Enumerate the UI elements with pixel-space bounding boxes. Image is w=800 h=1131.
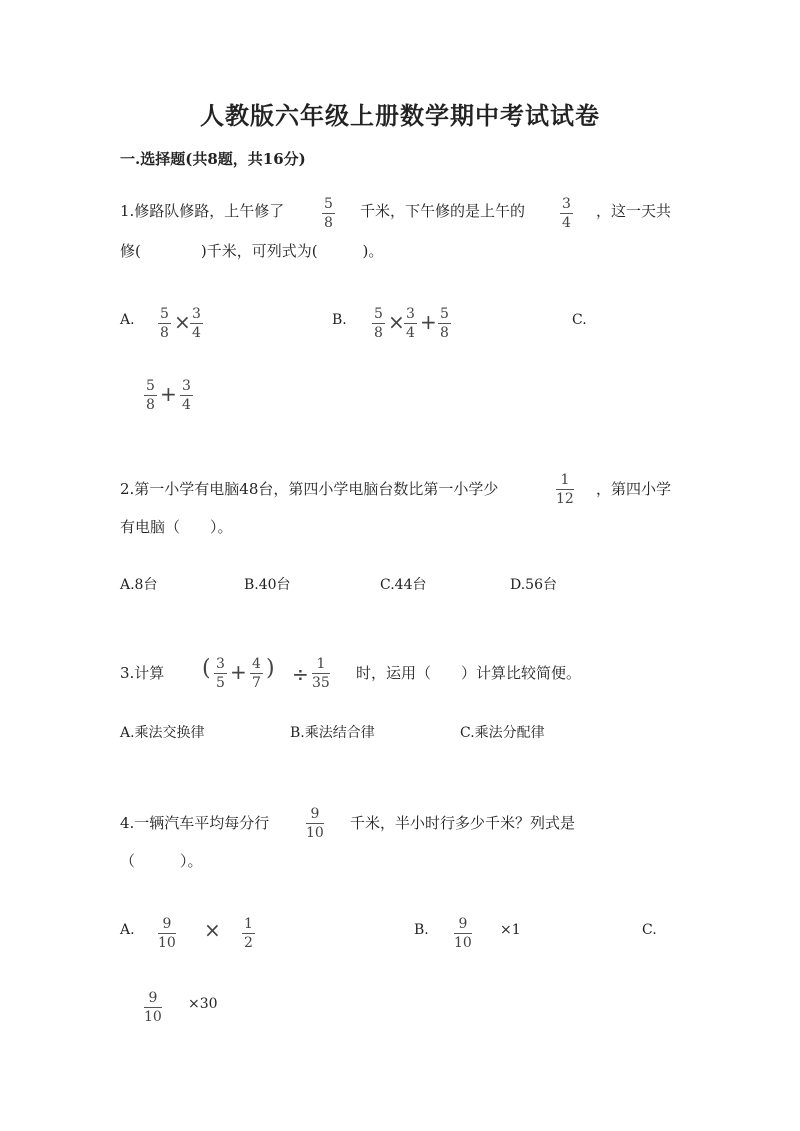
q4-text-line2: （ ）。 xyxy=(120,852,203,870)
q1-optB-frac-3: 5 8 xyxy=(440,306,449,341)
q2-text-b: ，第四小学 xyxy=(596,480,672,498)
q1-fraction-3-4: 3 4 xyxy=(562,196,571,231)
q4-option-a-label[interactable]: A. xyxy=(120,922,135,938)
q1-option-c-label[interactable]: C. xyxy=(572,312,587,328)
q4-text-a: 4.一辆汽车平均每分行 xyxy=(120,814,270,832)
left-paren: ( xyxy=(202,656,211,681)
q1-fraction-5-8: 5 8 xyxy=(324,196,333,231)
times-sign: × xyxy=(388,310,405,334)
q1-text-a: 1.修路队修路，上午修了 xyxy=(120,202,285,220)
plus-sign: + xyxy=(230,660,247,684)
plus-sign: + xyxy=(160,382,177,406)
q3-option-b[interactable]: B.乘法结合律 xyxy=(290,725,375,741)
q1-optA-frac-1: 5 8 xyxy=(160,306,169,341)
divide-sign: ÷ xyxy=(292,662,309,686)
q2-option-d[interactable]: D.56台 xyxy=(510,577,557,593)
section-heading: 一.选择题(共8题，共16分) xyxy=(120,150,306,168)
q2-option-c[interactable]: C.44台 xyxy=(380,577,427,593)
q2-option-a[interactable]: A.8台 xyxy=(120,577,158,593)
q3-option-a[interactable]: A.乘法交换律 xyxy=(120,725,205,741)
q4-text-b: 千米，半小时行多少千米？列式是 xyxy=(350,814,576,832)
q1-text-line2: 修( )千米，可列式为( )。 xyxy=(120,242,384,260)
q3-fraction-4-7: 4 7 xyxy=(252,656,261,691)
q2-fraction-1-12: 1 12 xyxy=(556,472,574,507)
q4-fraction-9-10: 9 10 xyxy=(306,806,324,841)
q1-optB-frac-1: 5 8 xyxy=(374,306,383,341)
times-sign: × xyxy=(174,310,191,334)
plus-sign: + xyxy=(420,310,437,334)
q3-fraction-1-35: 1 35 xyxy=(312,656,330,691)
q4-optA-frac-1: 9 10 xyxy=(158,916,176,951)
q4-optB-frac: 9 10 xyxy=(454,916,472,951)
q4-optC-frac: 9 10 xyxy=(144,990,162,1025)
times-sign: × xyxy=(204,918,221,942)
q4-optA-frac-2: 1 2 xyxy=(244,916,253,951)
right-paren: ) xyxy=(266,656,275,681)
q1-option-b-label[interactable]: B. xyxy=(332,312,347,328)
q2-text-a: 2.第一小学有电脑48台，第四小学电脑台数比第一小学少 xyxy=(120,480,499,498)
q4-option-b-label[interactable]: B. xyxy=(414,922,429,938)
q1-optC-frac-1: 5 8 xyxy=(146,378,155,413)
q3-text-a: 3.计算 xyxy=(120,664,165,682)
q2-text-line2: 有电脑（ ）。 xyxy=(120,518,233,536)
q3-fraction-3-5: 3 5 xyxy=(216,656,225,691)
q1-optC-frac-2: 3 4 xyxy=(182,378,191,413)
q2-option-b[interactable]: B.40台 xyxy=(244,577,291,593)
q3-text-b: 时，运用（ ）计算比较简便。 xyxy=(356,664,582,682)
q1-optB-frac-2: 3 4 xyxy=(406,306,415,341)
q1-text-c: ，这一天共 xyxy=(596,202,672,220)
q1-option-a-label[interactable]: A. xyxy=(120,312,135,328)
page-title: 人教版六年级上册数学期中考试试卷 xyxy=(200,101,600,130)
q3-option-c[interactable]: C.乘法分配律 xyxy=(460,725,545,741)
q4-optC-times-30: ×30 xyxy=(188,996,218,1012)
q4-optB-times-1: ×1 xyxy=(500,922,521,938)
q1-text-b: 千米，下午修的是上午的 xyxy=(360,202,526,220)
q4-option-c-label[interactable]: C. xyxy=(642,922,657,938)
q1-optA-frac-2: 3 4 xyxy=(192,306,201,341)
